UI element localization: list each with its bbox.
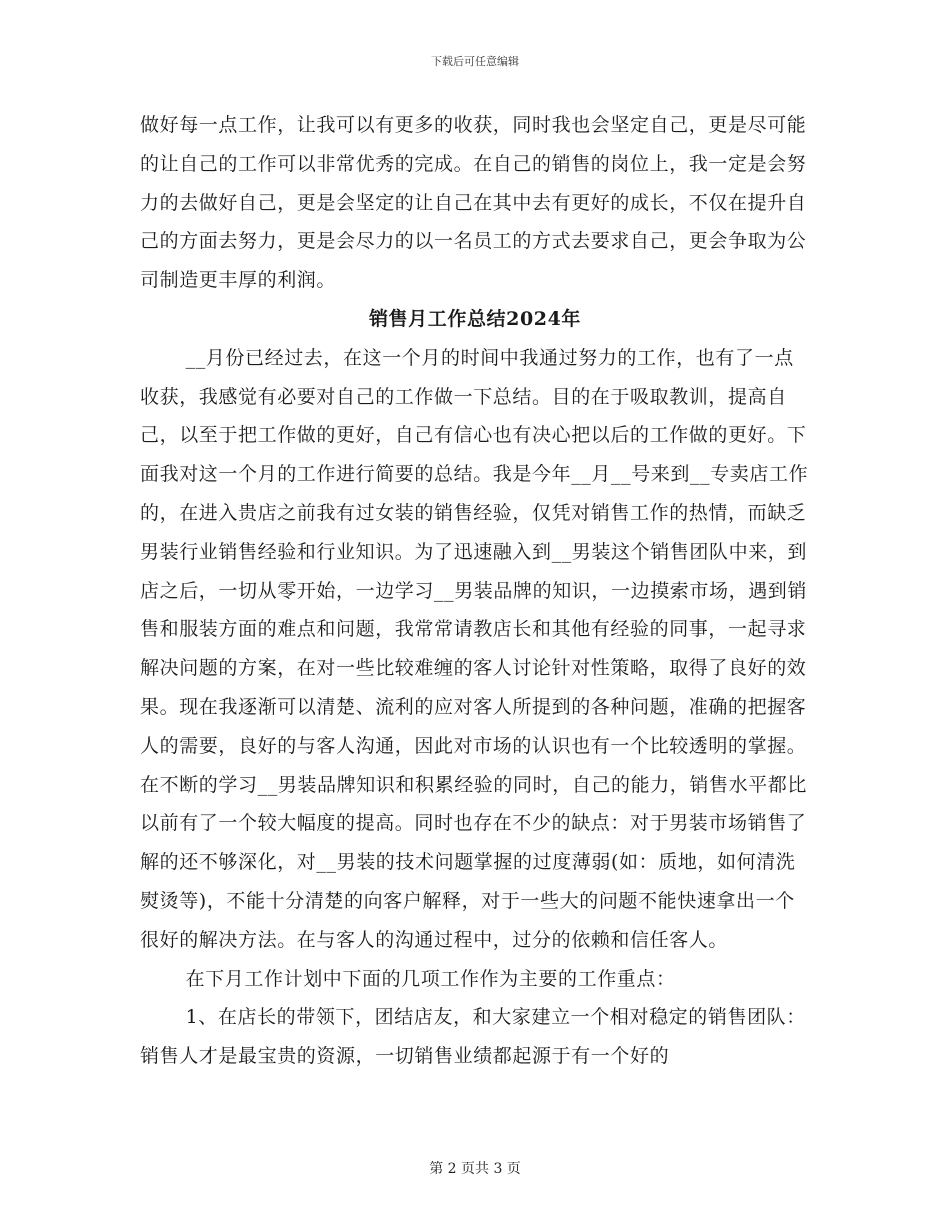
paragraph-intro: 做好每一点工作，让我可以有更多的收获，同时我也会坚定自己，更是尽可能的让自己的工作可以非常优秀的完成。在自己的销售的岗位上，我一定是会努力的去做好自己，更是会坚定的让自己在其中去有更好的成长，不仅在提升自己的方面去努力，更是会尽力的以一名员工的方式去要求自己，更会争取为公司制造更丰厚的利润。 [140,114,807,292]
paragraph-summary: __月份已经过去，在这一个月的时间中我通过努力的工作，也有了一点收获，我感觉有必要对自己的工作做一下总结。目的在于吸取教训，提高自己，以至于把工作做的更好，自己有信心也有决心把以后的工作做的更好。下面我对这一个月的工作进行简要的总结。我是今年__月__号来到__专卖店工作的，在进入贵店之前我有过女装的销售经验，仅凭对销售工作的热情，而缺乏男装行业销售经验和行业知识。为了迅速融入到__男装这个销售团队中来，到店之后，一切从零开始，一边学习__男装品牌的知识，一边摸索市场，遇到销售和服装方面的难点和问题，我常常请教店长和其他有经验的同事，一起寻求解决问题的方案，在对一些比较难缠的客人讨论针对性策略，取得了良好的效果。现在我逐渐可以清楚、流利的应对客人所提到的各种问题，准确的把握客人的需要，良好的与客人沟通，因此对市场的认识也有一个比较透明的掌握。在不断的学习__男装品牌知识和积累经验的同时，自己的能力，销售水平都比以前有了一个较大幅度的提高。同时也存在不少的缺点：对于男装市场销售了解的还不够深化，对__男装的技术问题掌握的过度薄弱(如：质地，如何清洗熨烫等)，不能十分清楚的向客户解释，对于一些大的问题不能快速拿出一个很好的解决方法。在与客人的沟通过程中，过分的依赖和信任客人。 [140,346,809,951]
document-body [140,106,810,1076]
page-header: 下载后可任意编辑 [431,55,519,68]
paragraph-plan-item-1: 1、在店长的带领下，团结店友，和大家建立一个相对稳定的销售团队：销售人才是最宝贵的资源，一切销售业绩都起源于有一个好的 [140,1006,806,1068]
page-footer: 第 2 页共 3 页 [429,1161,521,1177]
section-title: 销售月工作总结2024年 [368,307,582,330]
paragraph-plan-intro: 在下月工作计划中下面的几项工作作为主要的工作重点： [185,967,676,990]
